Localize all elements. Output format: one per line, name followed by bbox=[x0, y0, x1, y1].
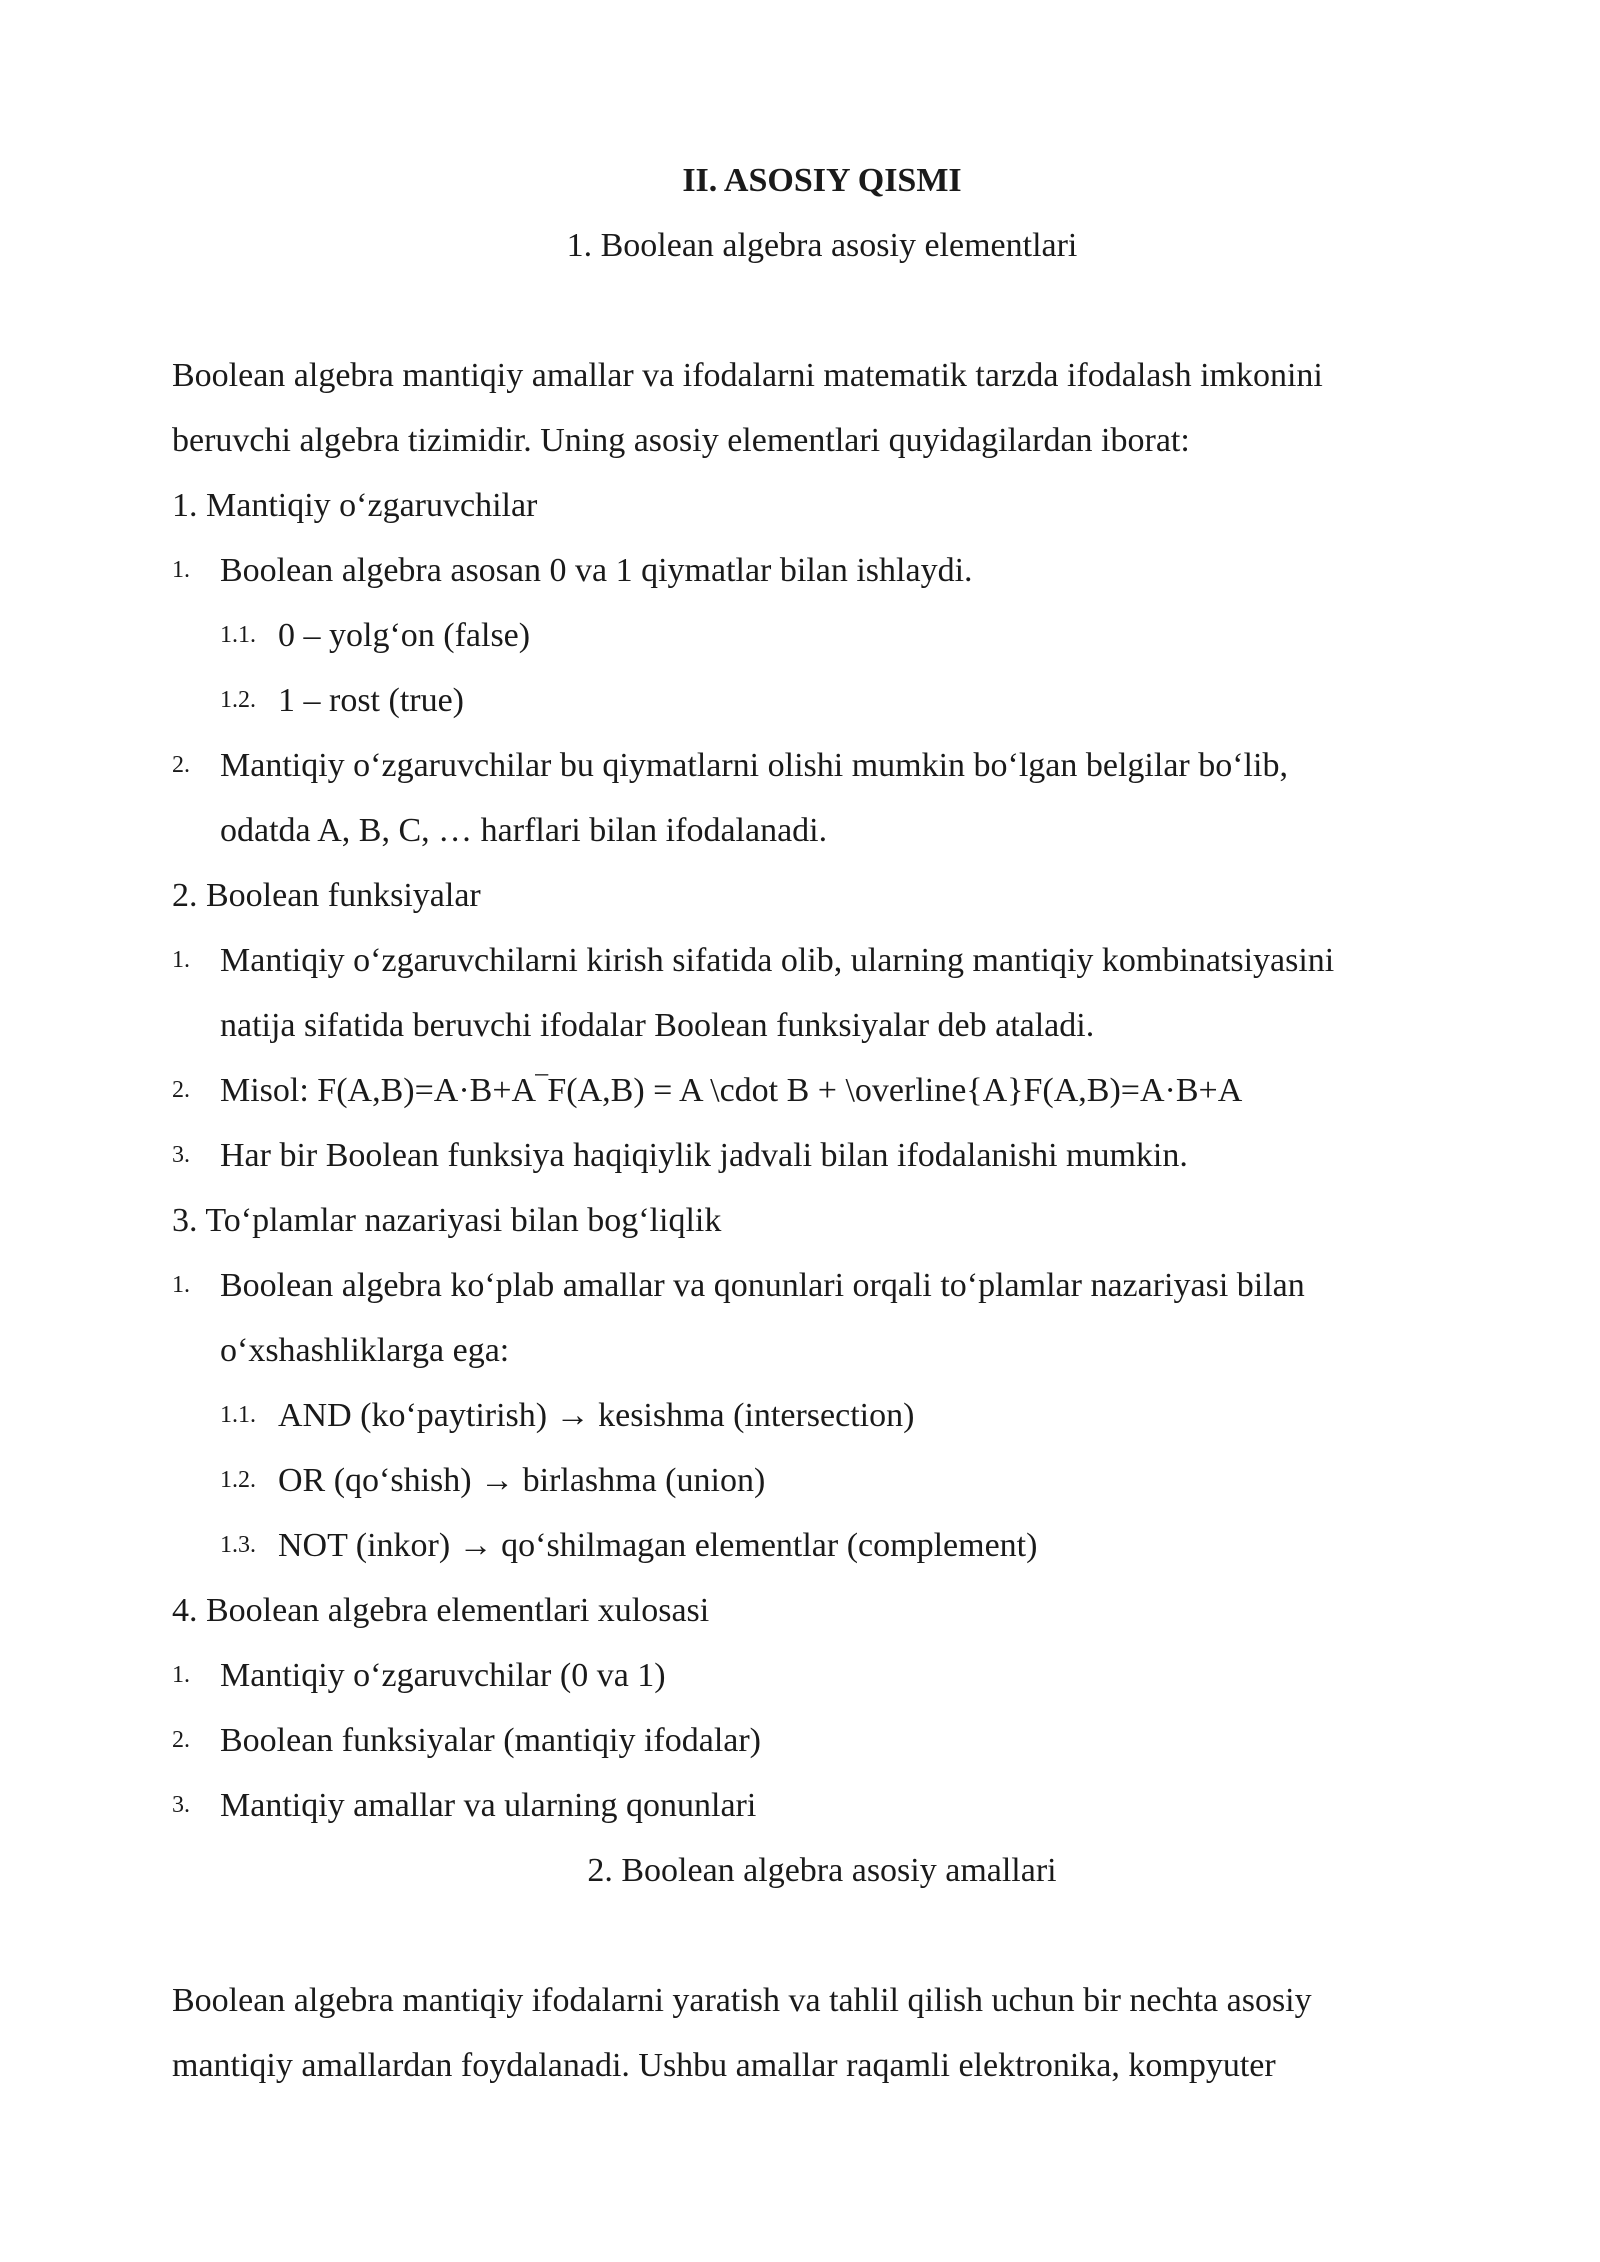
list-text: Misol: F(A,B)=A·B+A‾F(A,B) = A \cdot B + \overline{A}F(A,B)=A·B+A bbox=[220, 1072, 1243, 1109]
list-number: 1. bbox=[172, 947, 190, 973]
outro-line-1: Boolean algebra mantiqiy ifodalarni yaratish va tahlil qilish uchun bir nechta asosiy bbox=[172, 1982, 1312, 2019]
list-text: Har bir Boolean funksiya haqiqiylik jadvali bilan ifodalanishi mumkin. bbox=[220, 1137, 1188, 1174]
list-item bbox=[172, 1708, 1472, 1773]
list-text: Boolean algebra ko‘plab amallar va qonunlari orqali to‘plamlar nazariyasi bilan bbox=[220, 1267, 1305, 1304]
list-number: 1.1. bbox=[220, 622, 256, 648]
group-2-title: 2. Boolean funksiyalar bbox=[172, 877, 481, 914]
section-1-title: 1. Boolean algebra asosiy elementlari bbox=[566, 227, 1078, 264]
group-1-title: 1. Mantiqiy o‘zgaruvchilar bbox=[172, 487, 538, 524]
list-text-continuation: odatda A, B, C, … harflari bilan ifodalanadi. bbox=[220, 812, 828, 849]
outro-line-2: mantiqiy amallardan foydalanadi. Ushbu amallar raqamli elektronika, kompyuter bbox=[172, 2047, 1276, 2084]
list-number: 1.1. bbox=[220, 1402, 256, 1428]
list-number: 1.2. bbox=[220, 1467, 256, 1493]
list-number: 1. bbox=[172, 1272, 190, 1298]
list-item bbox=[172, 928, 1472, 993]
sub-list-item bbox=[172, 1383, 1472, 1448]
list-text: Mantiqiy o‘zgaruvchilar (0 va 1) bbox=[220, 1657, 666, 1694]
sub-list-item bbox=[172, 1448, 1472, 1513]
list-text: Mantiqiy o‘zgaruvchilarni kirish sifatida olib, ularning mantiqiy kombinatsiyasini bbox=[220, 942, 1335, 979]
list-item bbox=[172, 1773, 1472, 1838]
list-text: AND (ko‘paytirish) → kesishma (intersection) bbox=[278, 1397, 915, 1434]
list-number: 1.2. bbox=[220, 687, 256, 713]
list-text-continuation: natija sifatida beruvchi ifodalar Boolean funksiyalar deb ataladi. bbox=[220, 1007, 1095, 1044]
list-number: 3. bbox=[172, 1142, 190, 1168]
list-number: 3. bbox=[172, 1792, 190, 1818]
spacer bbox=[172, 278, 1472, 343]
list-item bbox=[172, 1123, 1472, 1188]
list-text: 1 – rost (true) bbox=[278, 682, 465, 719]
list-text: OR (qo‘shish) → birlashma (union) bbox=[278, 1462, 766, 1499]
list-text-continuation: o‘xshashliklarga ega: bbox=[220, 1332, 510, 1369]
list-item bbox=[172, 1253, 1472, 1318]
sub-list-item bbox=[172, 668, 1472, 733]
list-item bbox=[172, 1643, 1472, 1708]
list-text: NOT (inkor) → qo‘shilmagan elementlar (complement) bbox=[278, 1527, 1038, 1564]
main-heading: II. ASOSIY QISMI bbox=[682, 162, 962, 199]
spacer bbox=[172, 1903, 1472, 1968]
list-number: 2. bbox=[172, 1727, 190, 1753]
intro-line-2: beruvchi algebra tizimidir. Uning asosiy elementlari quyidagilardan iborat: bbox=[172, 422, 1190, 459]
list-number: 1.3. bbox=[220, 1532, 256, 1558]
list-item bbox=[172, 538, 1472, 603]
sub-list-item bbox=[172, 603, 1472, 668]
section-2-title: 2. Boolean algebra asosiy amallari bbox=[587, 1852, 1057, 1889]
list-item bbox=[172, 1058, 1472, 1123]
list-number: 2. bbox=[172, 752, 190, 778]
list-text: Boolean funksiyalar (mantiqiy ifodalar) bbox=[220, 1722, 761, 1759]
group-3-title: 3. To‘plamlar nazariyasi bilan bog‘liqlik bbox=[172, 1202, 722, 1239]
list-text: Mantiqiy amallar va ularning qonunlari bbox=[220, 1787, 757, 1824]
list-text: 0 – yolg‘on (false) bbox=[278, 617, 531, 654]
document-page bbox=[172, 148, 1472, 2098]
list-text: Mantiqiy o‘zgaruvchilar bu qiymatlarni olishi mumkin bo‘lgan belgilar bo‘lib, bbox=[220, 747, 1288, 784]
intro-line-1: Boolean algebra mantiqiy amallar va ifodalarni matematik tarzda ifodalash imkonini bbox=[172, 357, 1323, 394]
list-item bbox=[172, 733, 1472, 798]
list-number: 1. bbox=[172, 557, 190, 583]
list-number: 1. bbox=[172, 1662, 190, 1688]
group-4-title: 4. Boolean algebra elementlari xulosasi bbox=[172, 1592, 710, 1629]
sub-list-item bbox=[172, 1513, 1472, 1578]
list-text: Boolean algebra asosan 0 va 1 qiymatlar bilan ishlaydi. bbox=[220, 552, 973, 589]
list-number: 2. bbox=[172, 1077, 190, 1103]
